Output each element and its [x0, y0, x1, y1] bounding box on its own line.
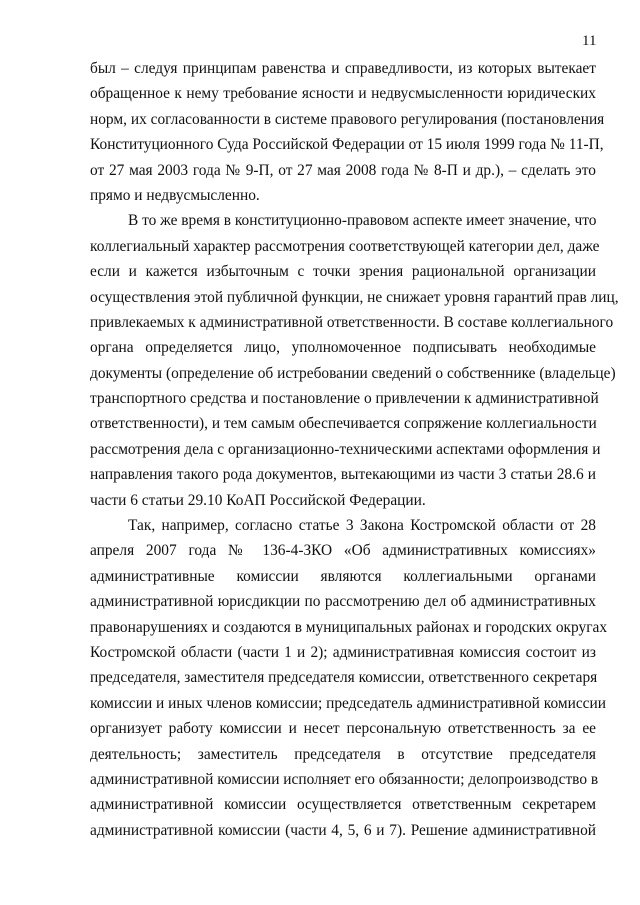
text-line: административные комиссии являются коллегиальными органами	[90, 567, 596, 585]
text-line: Конституционного Суда Российской Федерации от 15 июля 1999 года № 11-П,	[90, 136, 604, 154]
document-body	[90, 56, 619, 843]
text-line: от 27 мая 2003 года № 9-П, от 27 мая 2008 года № 8-П и др.), – сделать это	[90, 161, 596, 179]
text-line: прямо и недвусмысленно.	[90, 186, 260, 204]
text-line: Так, например, согласно статье 3 Закона Костромской области от 28	[128, 517, 596, 535]
text-line: органа определяется лицо, уполномоченное подписывать необходимые	[90, 339, 596, 357]
text-line: обращенное к нему требование ясности и недвусмысленности юридических	[90, 85, 596, 103]
text-line: привлекаемых к административной ответственности. В составе коллегиального	[90, 313, 614, 331]
text-line: Костромской области (части 1 и 2); административная комиссия состоит из	[90, 643, 596, 661]
text-line: части 6 статьи 29.10 КоАП Российской Федерации.	[90, 491, 426, 509]
text-line: В то же время в конституционно-правовом аспекте имеет значение, что	[128, 212, 597, 230]
text-line: административной комиссии (части 4, 5, 6 и 7). Решение административной	[90, 821, 596, 839]
text-line: председателя, заместителя председателя комиссии, ответственного секретаря	[90, 669, 598, 687]
text-line: если и кажется избыточным с точки зрения рациональной организации	[90, 263, 596, 281]
text-line: коллегиальный характер рассмотрения соответствующей категории дел, даже	[90, 237, 600, 255]
text-line: комиссии и иных членов комиссии; председатель административной комиссии	[90, 694, 606, 712]
paragraph-1	[90, 56, 605, 208]
text-line: деятельность; заместитель председателя в отсутствие председателя	[90, 745, 596, 763]
text-line: норм, их согласованности в системе правового регулирования (постановления	[90, 110, 605, 128]
page-number: 11	[582, 33, 597, 49]
text-line: административной комиссии исполняет его обязанности; делопроизводство в	[90, 770, 599, 788]
text-line: административной юрисдикции по рассмотрению дел об административных	[90, 593, 596, 611]
text-line: ответственности), и тем самым обеспечивается сопряжение коллегиальности	[90, 415, 597, 433]
text-line: организует работу комиссии и несет персональную ответственность за ее	[90, 720, 596, 738]
text-line: направления такого рода документов, вытекающими из части 3 статьи 28.6 и	[90, 466, 596, 484]
text-line: документы (определение об истребовании сведений о собственнике (владельце)	[90, 364, 616, 382]
text-line: административной комиссии осуществляется ответственным секретарем	[90, 796, 596, 814]
paragraph-3	[90, 513, 608, 843]
text-line: рассмотрения дела с организационно-техническими аспектами оформления и	[90, 440, 601, 458]
text-line: осуществления этой публичной функции, не снижает уровня гарантий прав лиц,	[90, 288, 619, 306]
text-line: правонарушениях и создаются в муниципальных районах и городских округах	[90, 618, 608, 636]
text-line: был – следуя принципам равенства и справедливости, из которых вытекает	[90, 60, 596, 77]
text-line: транспортного средства и постановление о привлечении к административной	[90, 390, 599, 408]
text-line: апреля 2007 года № 136-4-ЗКО «Об административных комиссиях»	[90, 542, 596, 560]
paragraph-2	[90, 208, 619, 513]
